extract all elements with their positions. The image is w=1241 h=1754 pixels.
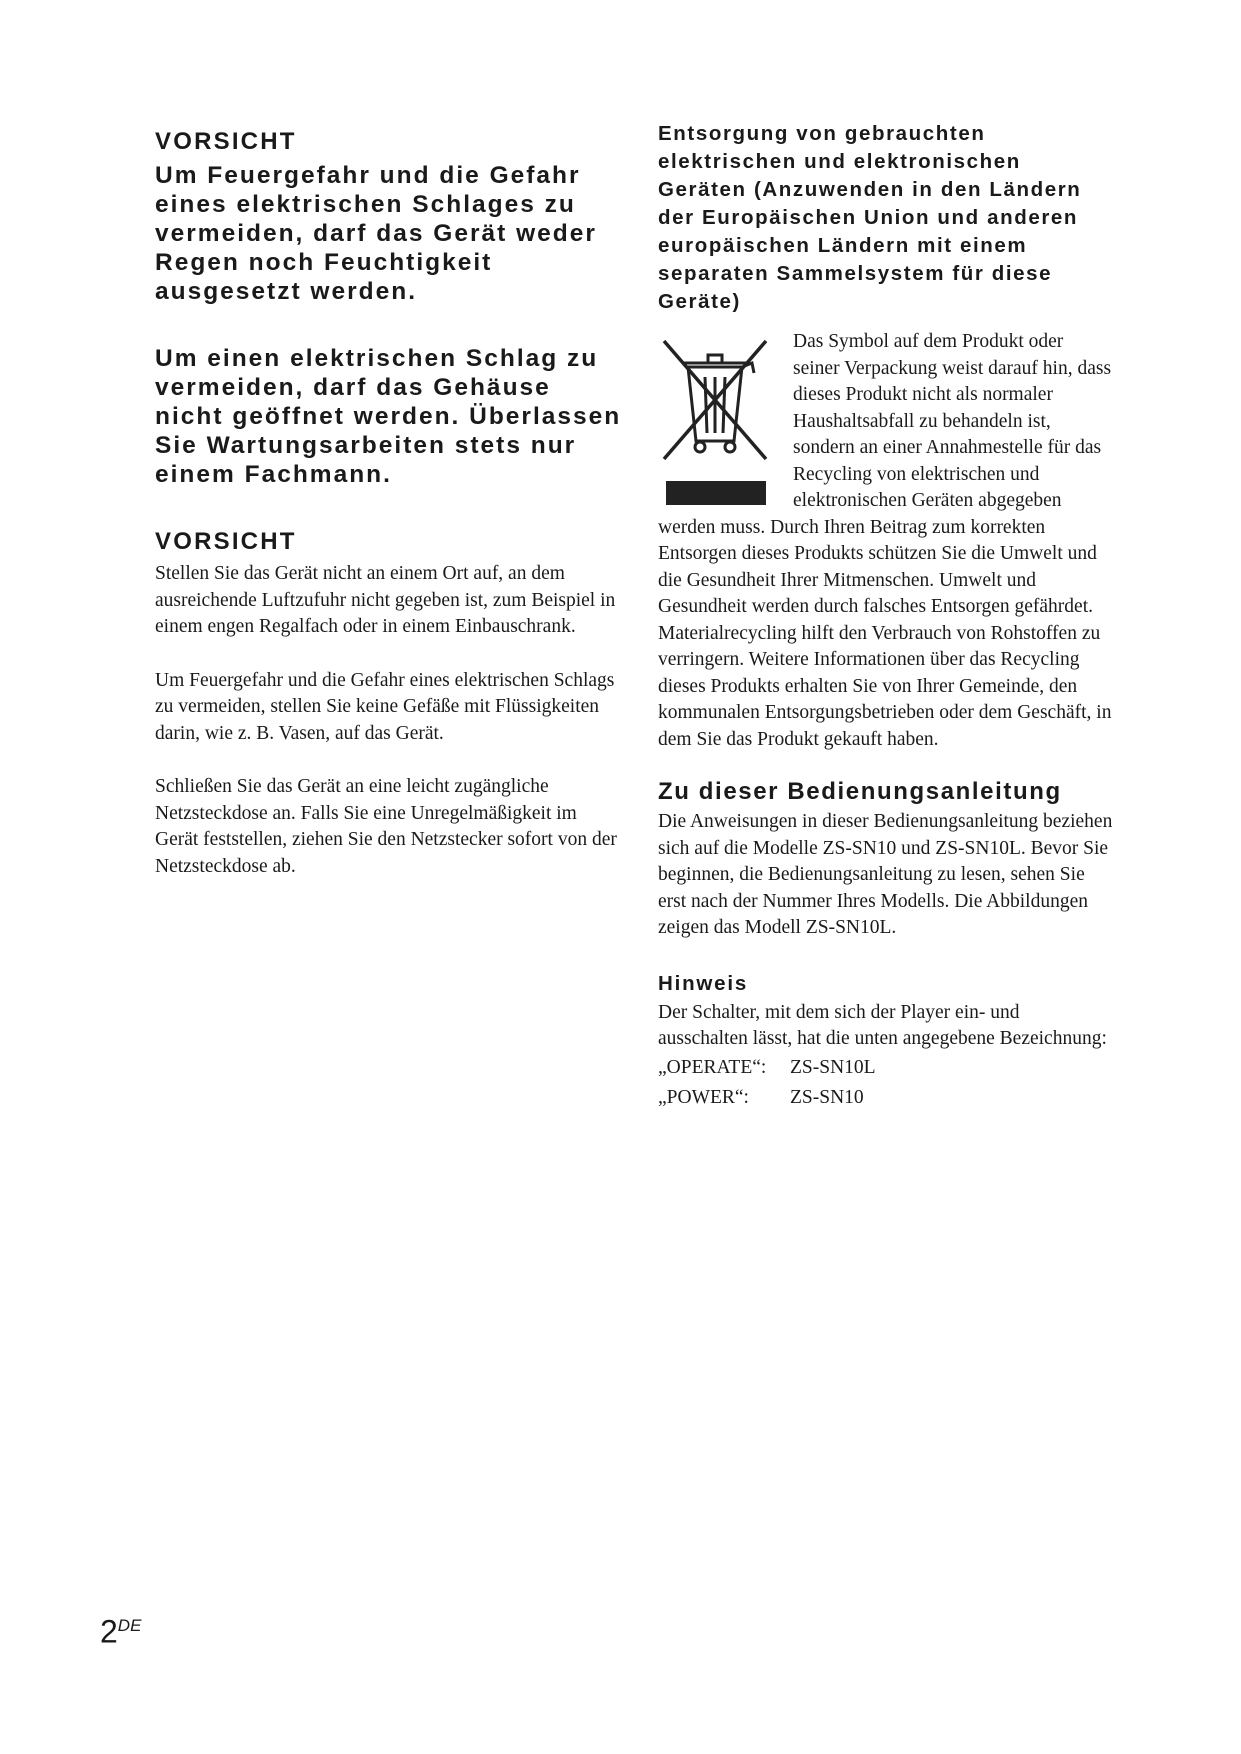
fire-warning: Um Feuergefahr und die Gefahr eines elektrischen Schlages zu vermeiden, darf das Gerät weder Regen noch Feuchtigkeit ausgesetzt werden. <box>155 162 597 305</box>
right-column <box>658 122 1113 1113</box>
crossed-bin-icon <box>658 333 773 509</box>
manual-text: Die Anweisungen in dieser Bedienungsanleitung beziehen sich auf die Modelle ZS-SN10 und ZS-SN10L. Bevor Sie beginnen, die Bedienungsanleitung zu lesen, sehen Sie erst nach der Nummer Ihres Modells. Die Abbildungen zeigen das Modell ZS-SN10L. <box>658 811 1113 938</box>
disposal-text: Das Symbol auf dem Produkt oder seiner Verpackung weist darauf hin, dass dieses Produkt nicht als normaler Haushaltsabfall zu behandeln ist, sondern an einer Annahmestelle für das Recycling von elektrischen und elektronischen Geräten abgegeben werden muss. Durch Ihren Beitrag zum korrekten Entsorgen dieses Produkts schützen Sie die Umwelt und die Gesundheit Ihrer Mitmenschen. Umwelt und Gesundheit werden durch falsches Entsorgen gefährdet. Materialrecycling hilft den Verbrauch von Rohstoffen zu verringern. Weitere Informationen über das Recycling dieses Produkts erhalten Sie von Ihrer Gemeinde, den kommunalen Entsorgungsbetrieben oder dem Geschäft, in dem Sie das Produkt gekauft haben. <box>658 331 1112 750</box>
liquid-paragraph: Um Feuergefahr und die Gefahr eines elektrischen Schlags zu vermeiden, stellen Sie keine Gefäße mit Flüssigkeiten darin, wie z. B. Vasen, auf das Gerät. <box>155 669 615 744</box>
list-item <box>658 1083 1113 1113</box>
model-value: ZS-SN10L <box>790 1056 876 1078</box>
left-column <box>155 127 625 880</box>
socket-paragraph: Schließen Sie das Gerät an eine leicht zugängliche Netzsteckdose an. Falls Sie eine Unregelmäßigkeit im Gerät feststellen, ziehen Sie den Netzstecker sofort von der Netzsteckdose ab. <box>155 776 617 877</box>
page-number-value: 2 <box>100 1613 118 1650</box>
model-value: ZS-SN10 <box>790 1086 864 1108</box>
disposal-title: Entsorgung von gebrauchten elektrischen und elektronischen Geräten (Anzuwenden in den Ländern der Europäischen Union und anderen europäischen Ländern mit einem separaten Sammelsystem für diese Geräte) <box>658 122 1082 313</box>
shock-warning: Um einen elektrischen Schlag zu vermeiden, darf das Gehäuse nicht geöffnet werden. Überlassen Sie Wartungsarbeiten stets nur einem Fachmann. <box>155 345 622 488</box>
disposal-block <box>658 329 1113 753</box>
ventilation-paragraph: Stellen Sie das Gerät nicht an einem Ort auf, an dem ausreichende Luftzufuhr nicht gegeben ist, zum Beispiel in einem engen Regalfach oder in einem Einbauschrank. <box>155 563 616 637</box>
model-key: „POWER“: <box>658 1086 749 1108</box>
note-title: Hinweis <box>658 971 749 995</box>
language-code: DE <box>117 1616 142 1635</box>
manual-title: Zu dieser Bedienungsanleitung <box>658 778 1062 805</box>
caution-title: VORSICHT <box>155 128 297 155</box>
page-number <box>100 1610 141 1648</box>
model-list <box>658 1053 1113 1113</box>
model-key: „OPERATE“: <box>658 1056 767 1078</box>
note-text: Der Schalter, mit dem sich der Player ein- und ausschalten lässt, hat die unten angegebene Bezeichnung: <box>658 1001 1107 1049</box>
list-item <box>658 1053 1113 1083</box>
caution-title-2: VORSICHT <box>155 528 297 555</box>
